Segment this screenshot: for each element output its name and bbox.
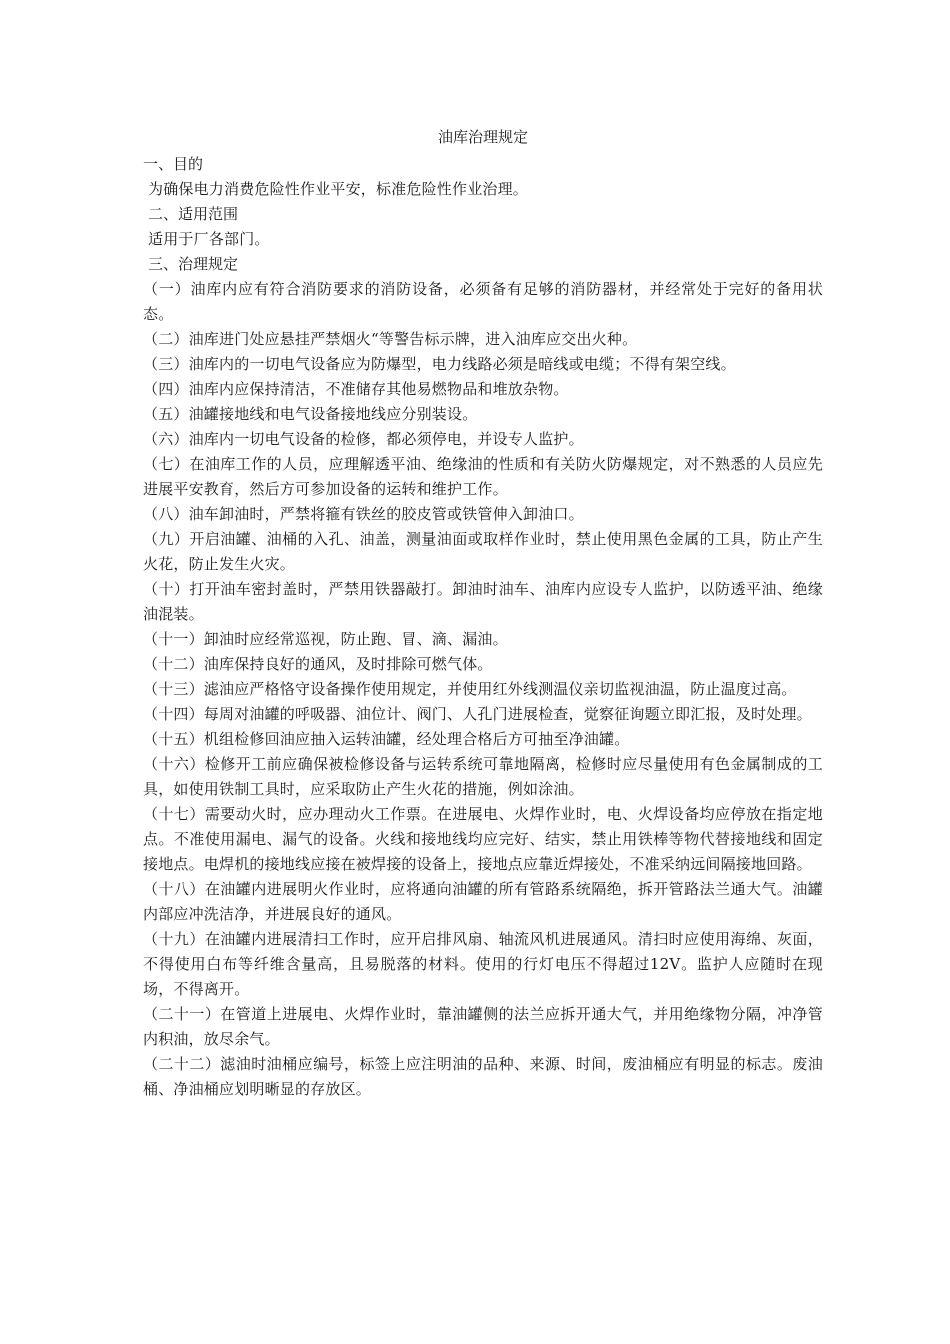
rule-paragraph: （六）油库内一切电气设备的检修，都必须停电，并设专人监护。 — [143, 430, 584, 448]
document-body — [143, 127, 823, 1102]
section-text-purpose: 为确保电力消费危险性作业平安，标准危险性作业治理。 — [148, 180, 529, 198]
document-title: 油库治理规定 — [437, 128, 528, 146]
rule-paragraph: （十二）油库保持良好的通风，及时排除可燃气体。 — [143, 655, 493, 673]
rule-paragraph: （二）油库进门处应悬挂严禁烟火“等警告标示牌，进入油库应交出火种。 — [143, 330, 638, 348]
rule-paragraph: （九）开启油罐、油桶的入孔、油盖，测量油面或取样作业时，禁止使用黑色金属的工具，防止产生火花，防止发生火灾。 — [143, 530, 823, 573]
rule-paragraph: （十四）每周对油罐的呼吸器、油位计、阀门、人孔门进展检查，觉察征询题立即汇报，及时处理。 — [143, 705, 812, 723]
rule-paragraph: （三）油库内的一切电气设备应为防爆型，电力线路必须是暗线或电缆；不得有架空线。 — [143, 355, 736, 373]
rule-paragraph: （十）打开油车密封盖时，严禁用铁器敲打。卸油时油车、油库内应设专人监护，以防透平油、绝缘油混装。 — [143, 580, 823, 623]
rule-paragraph: （七）在油库工作的人员，应理解透平油、绝缘油的性质和有关防火防爆规定，对不熟悉的人员应先进展平安教育，然后方可参加设备的运转和维护工作。 — [143, 455, 823, 498]
section-heading-scope: 二、适用范围 — [148, 205, 239, 223]
section-heading-purpose: 一、目的 — [143, 155, 204, 173]
rule-paragraph: （八）油车卸油时，严禁将箍有铁丝的胶皮管或铁管伸入卸油口。 — [143, 505, 584, 523]
section-heading-rules: 三、治理规定 — [148, 255, 239, 273]
rule-paragraph: （一）油库内应有符合消防要求的消防设备，必须备有足够的消防器材，并经常处于完好的备用状态。 — [143, 280, 823, 323]
rule-paragraph: （二十一）在管道上进展电、火焊作业时，靠油罐侧的法兰应拆开通大气，并用绝缘物分隔，冲净管内积油，放尽余气。 — [143, 1005, 823, 1048]
rule-paragraph: （十一）卸油时应经常巡视，防止跑、冒、滴、漏油。 — [143, 630, 508, 648]
rule-paragraph: （十三）滤油应严格恪守设备操作使用规定，并使用红外线测温仪亲切监视油温，防止温度过高。 — [143, 680, 797, 698]
rule-paragraph: （十七）需要动火时，应办理动火工作票。在进展电、火焊作业时，电、火焊设备均应停放在指定地点。不准使用漏电、漏气的设备。火线和接地线均应完好、结实，禁止用铁棒等物代替接地线和固定接地点。电焊机的接地线应接在被焊接的设备上，接地点应靠近焊接处，不准采纳远间隔接地回路。 — [143, 805, 823, 873]
rule-paragraph: （二十二）滤油时油桶应编号，标签上应注明油的品种、来源、时间，废油桶应有明显的标志。废油桶、净油桶应划明晰显的存放区。 — [143, 1055, 823, 1098]
rule-paragraph: （十六）检修开工前应确保被检修设备与运转系统可靠地隔离，检修时应尽量使用有色金属制成的工具，如使用铁制工具时，应采取防止产生火花的措施，例如涂油。 — [143, 755, 823, 798]
rule-paragraph: （十八）在油罐内进展明火作业时，应将通向油罐的所有管路系统隔绝，拆开管路法兰通大气。油罐内部应冲洗洁净，并进展良好的通风。 — [143, 880, 823, 923]
section-text-scope: 适用于厂各部门。 — [148, 230, 270, 248]
rule-paragraph: （五）油罐接地线和电气设备接地线应分别装设。 — [143, 405, 478, 423]
rule-paragraph: （十九）在油罐内进展清扫工作时，应开启排风扇、轴流风机进展通风。清扫时应使用海绵、灰面，不得使用白布等纤维含量高，且易脱落的材料。使用的行灯电压不得超过12V。监护人应随时在现场，不得离开。 — [143, 930, 823, 998]
rule-paragraph: （十五）机组检修回油应抽入运转油罐，经处理合格后方可抽至净油罐。 — [143, 730, 630, 748]
rule-paragraph: （四）油库内应保持清洁，不准储存其他易燃物品和堆放杂物。 — [143, 380, 569, 398]
